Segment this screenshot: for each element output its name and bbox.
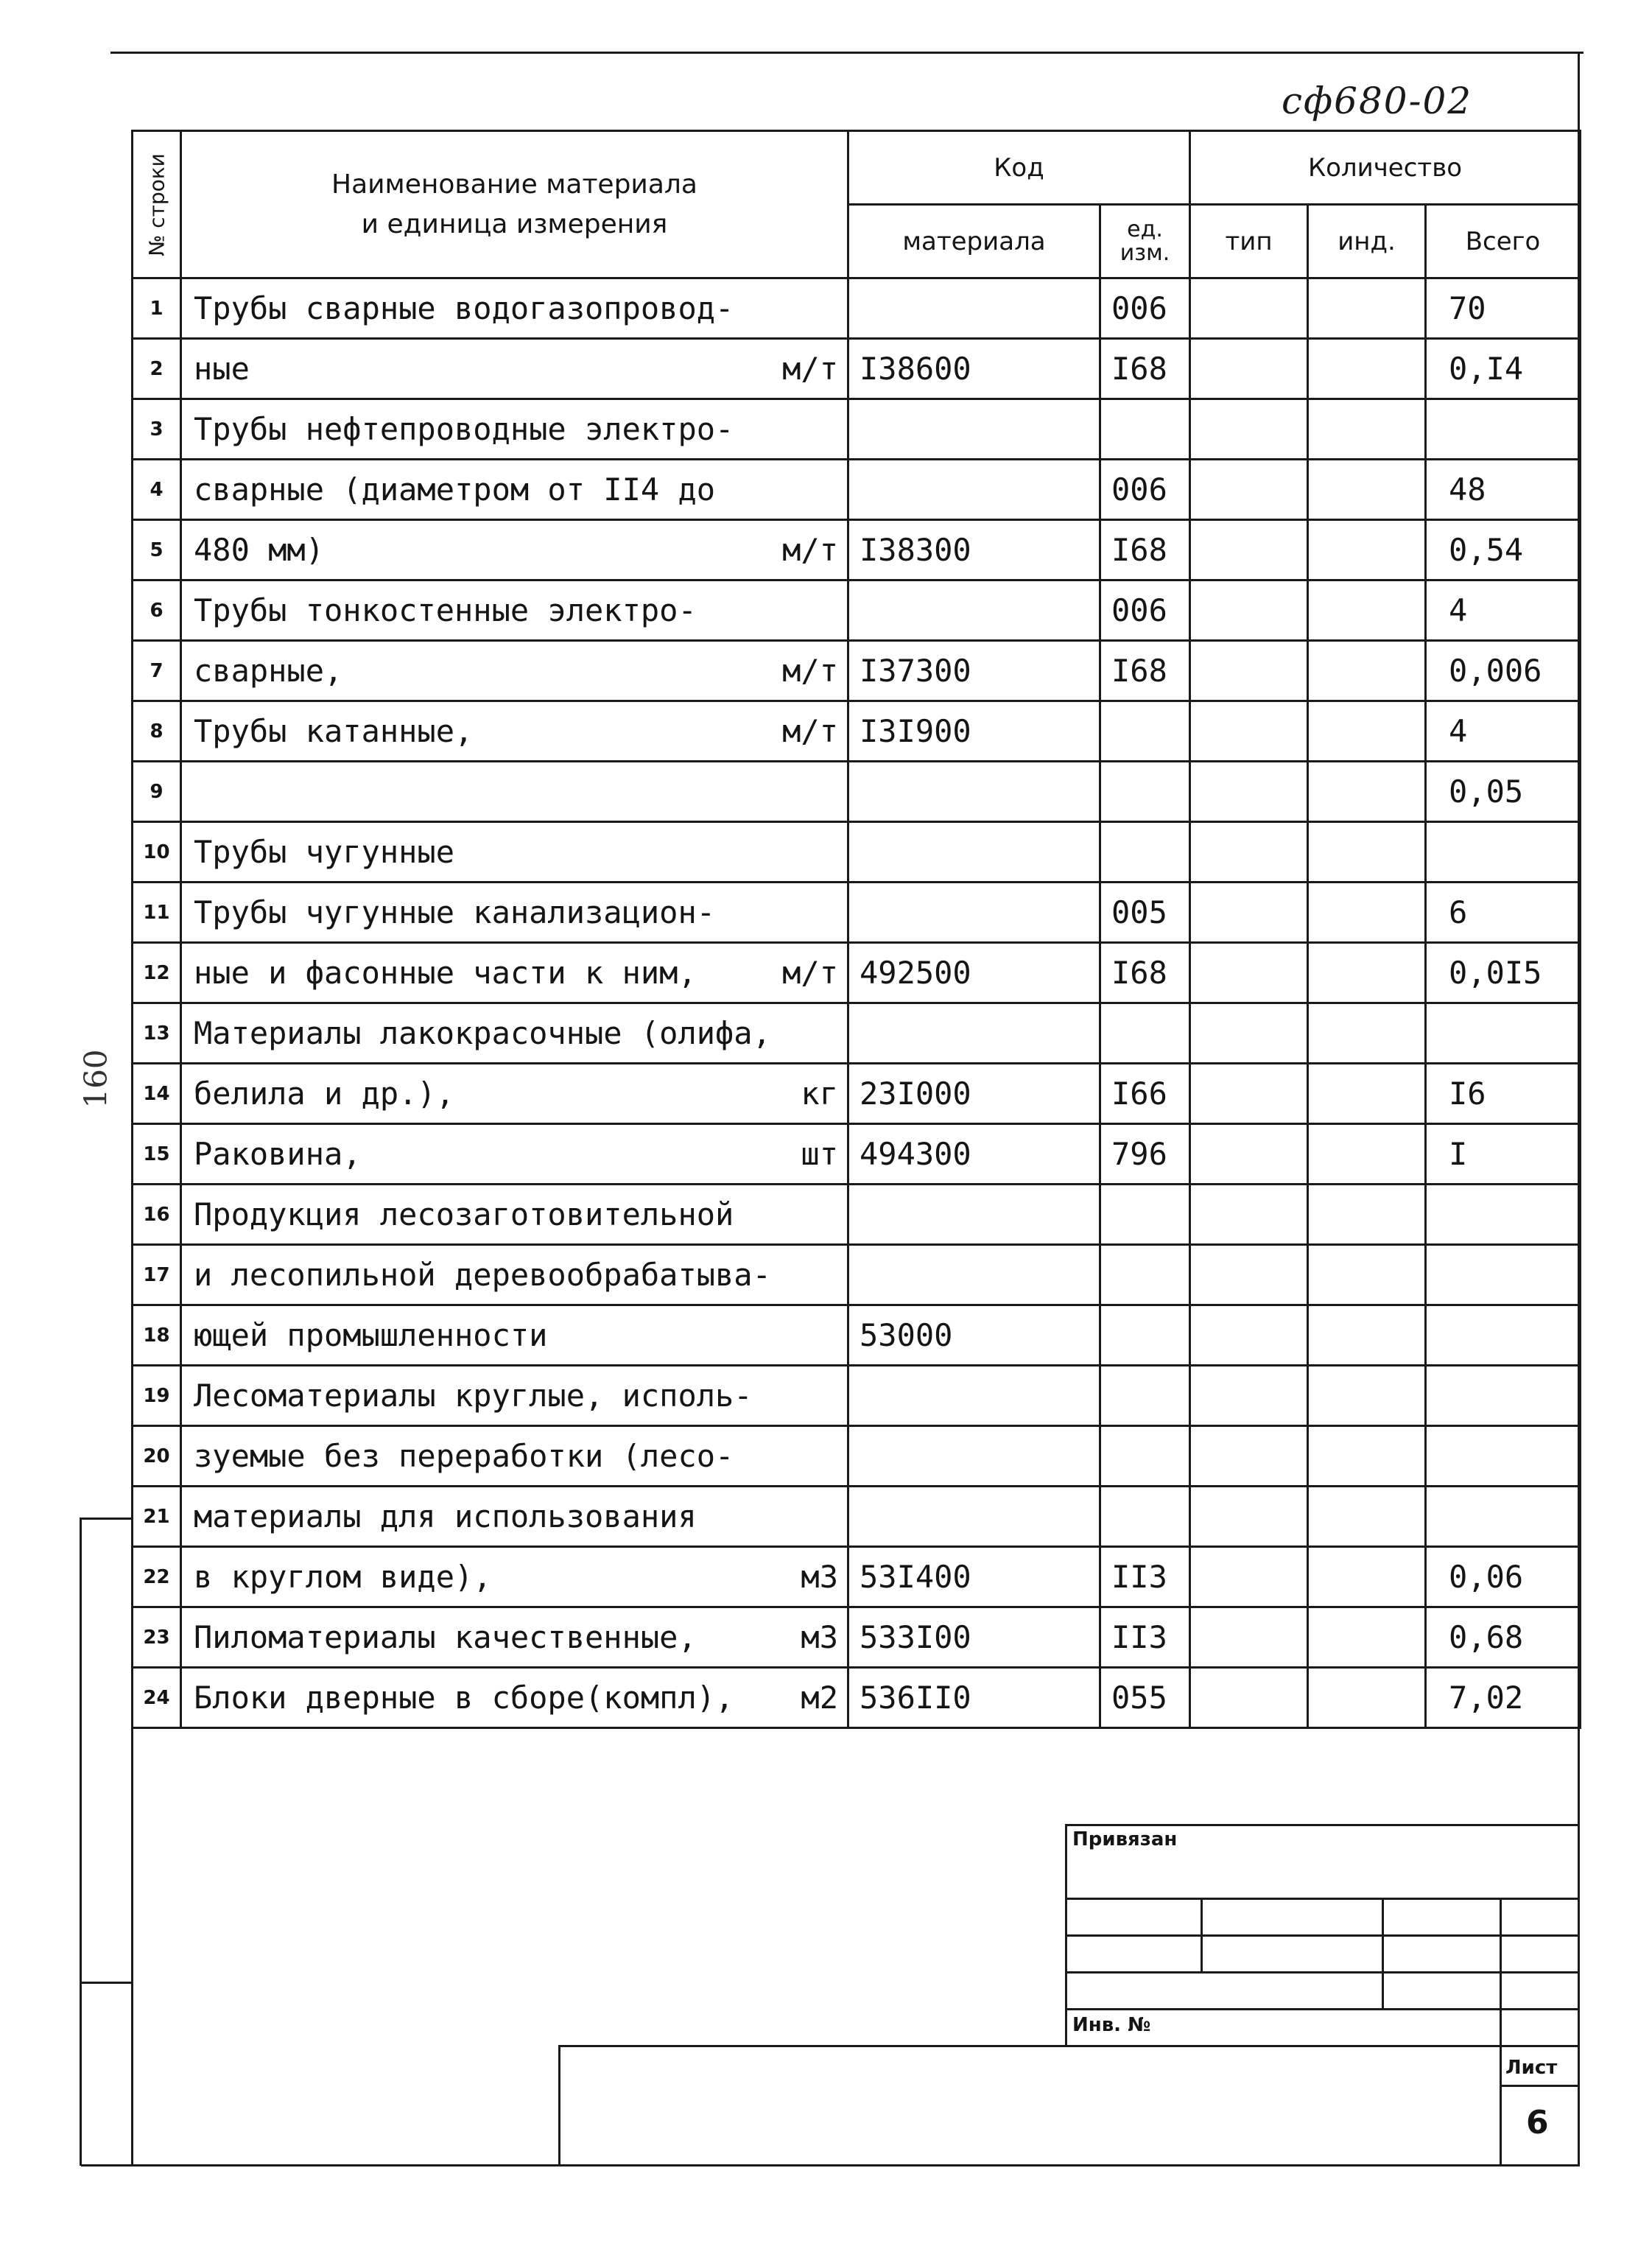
material-unit-label: м/т (782, 532, 838, 568)
material-name-cell (181, 580, 848, 641)
unit-code-cell: I68 (1100, 339, 1190, 399)
qty-type-cell (1190, 883, 1308, 943)
material-unit-label: м3 (801, 1559, 838, 1595)
row-number-cell: 2 (133, 339, 181, 399)
row-number-cell: 5 (133, 520, 181, 580)
unit-code-cell: 005 (1100, 883, 1190, 943)
row-number-cell: 9 (133, 762, 181, 822)
row-number-cell: 4 (133, 460, 181, 520)
unit-code-cell: I66 (1100, 1064, 1190, 1124)
qty-total-cell: 0,006 (1426, 641, 1581, 701)
frame-top-line (110, 52, 1584, 54)
qty-total-cell (1426, 822, 1581, 883)
code-group-header: Код (848, 131, 1190, 205)
title-block-top-line (1065, 1824, 1579, 1826)
material-code-cell (848, 762, 1100, 822)
material-name: ющей промышленности (194, 1317, 548, 1353)
unit-code-cell (1100, 762, 1190, 822)
table-row (133, 1607, 1581, 1668)
document-code: сф680-02 (1282, 80, 1473, 122)
material-code-cell: I38300 (848, 520, 1100, 580)
table-row (133, 1064, 1581, 1124)
qty-total-cell: 70 (1426, 278, 1581, 339)
material-name-cell (181, 641, 848, 701)
material-name: зуемые без переработки (лесо- (194, 1438, 734, 1474)
row-number-cell: 10 (133, 822, 181, 883)
table-row (133, 1668, 1581, 1728)
qty-ind-cell (1308, 822, 1426, 883)
qty-ind-cell (1308, 1607, 1426, 1668)
material-name: 480 мм) (194, 532, 325, 568)
table-row (133, 943, 1581, 1003)
qty-total-cell: 0,54 (1426, 520, 1581, 580)
qty-type-cell (1190, 1547, 1308, 1607)
qty-total-cell: 48 (1426, 460, 1581, 520)
qty-total-cell: I6 (1426, 1064, 1581, 1124)
material-code-cell: 53000 (848, 1305, 1100, 1366)
qty-ind-cell (1308, 1064, 1426, 1124)
margin-number: 160 (77, 1049, 114, 1109)
qty-type-cell (1190, 278, 1308, 339)
qty-type-cell (1190, 460, 1308, 520)
material-code-cell (848, 460, 1100, 520)
material-name-cell (181, 1064, 848, 1124)
row-number-cell: 14 (133, 1064, 181, 1124)
table-row (133, 520, 1581, 580)
row-number-cell: 12 (133, 943, 181, 1003)
table-body (133, 278, 1581, 1728)
frame-stub-line-1 (80, 1518, 133, 1520)
material-name-header: Наименование материала и единица измерения (181, 131, 848, 278)
table-row (133, 1487, 1581, 1547)
qty-type-cell (1190, 1668, 1308, 1728)
row-number-cell: 1 (133, 278, 181, 339)
material-name: белила и др.), (194, 1076, 455, 1112)
qty-total-cell: 4 (1426, 580, 1581, 641)
material-name: Блоки дверные в сборе(компл), (194, 1680, 734, 1716)
qty-total-cell: 6 (1426, 883, 1581, 943)
material-name-cell (181, 943, 848, 1003)
material-name: Трубы чугунные канализацион- (194, 894, 716, 930)
title-block-grid-line-1 (1065, 1898, 1579, 1900)
row-number-cell: 11 (133, 883, 181, 943)
material-name: Лесоматериалы круглые, исполь- (194, 1378, 753, 1414)
qty-type-cell (1190, 1064, 1308, 1124)
row-number-cell: 6 (133, 580, 181, 641)
qty-total-cell (1426, 399, 1581, 460)
qty-total-cell (1426, 1426, 1581, 1487)
qty-type-cell (1190, 701, 1308, 762)
table-row (133, 1366, 1581, 1426)
qty-total-cell: 4 (1426, 701, 1581, 762)
qty-ind-cell (1308, 1245, 1426, 1305)
material-unit-label: м2 (801, 1680, 838, 1716)
row-number-cell: 3 (133, 399, 181, 460)
material-name-cell (181, 1366, 848, 1426)
material-name-cell (181, 460, 848, 520)
qty-type-cell (1190, 1366, 1308, 1426)
material-name-cell (181, 822, 848, 883)
material-code-cell (848, 1245, 1100, 1305)
row-number-cell: 23 (133, 1607, 181, 1668)
unit-code-header: ед. изм. (1100, 205, 1190, 278)
qty-ind-cell (1308, 1366, 1426, 1426)
row-number-cell: 20 (133, 1426, 181, 1487)
table-row (133, 1003, 1581, 1064)
qty-total-cell: 0,0I5 (1426, 943, 1581, 1003)
material-name-cell (181, 339, 848, 399)
material-unit-label: м3 (801, 1619, 838, 1655)
material-unit-label: кг (801, 1076, 838, 1112)
qty-ind-cell (1308, 580, 1426, 641)
qty-ind-cell (1308, 1547, 1426, 1607)
table-row (133, 399, 1581, 460)
qty-type-cell (1190, 1003, 1308, 1064)
material-name-cell (181, 1487, 848, 1547)
row-number-cell: 21 (133, 1487, 181, 1547)
linked-label: Привязан (1072, 1828, 1178, 1850)
material-name-cell (181, 883, 848, 943)
frame-stub-line-2 (80, 1982, 133, 1984)
material-code-cell (848, 822, 1100, 883)
table-row (133, 1426, 1581, 1487)
material-name: Продукция лесозаготовительной (194, 1196, 734, 1232)
qty-total-cell: 0,05 (1426, 762, 1581, 822)
table-row (133, 1124, 1581, 1185)
table-row (133, 701, 1581, 762)
material-name-cell (181, 1426, 848, 1487)
table-row (133, 822, 1581, 883)
inventory-number-label: Инв. № (1072, 2014, 1151, 2036)
material-code-cell: 536II0 (848, 1668, 1100, 1728)
title-block-grid-line-3 (1065, 1971, 1579, 1973)
qty-type-cell (1190, 1487, 1308, 1547)
qty-total-cell (1426, 1487, 1581, 1547)
material-unit-label: м/т (782, 955, 838, 991)
qty-total-header: Всего (1426, 205, 1581, 278)
qty-ind-cell (1308, 1426, 1426, 1487)
qty-ind-cell (1308, 339, 1426, 399)
qty-type-cell (1190, 822, 1308, 883)
qty-ind-cell (1308, 943, 1426, 1003)
title-block-grid-line-2 (1065, 1934, 1579, 1937)
unit-code-cell: 006 (1100, 278, 1190, 339)
unit-code-cell (1100, 399, 1190, 460)
unit-code-cell (1100, 1426, 1190, 1487)
qty-type-header: тип (1190, 205, 1308, 278)
material-code-cell: 492500 (848, 943, 1100, 1003)
material-name: и лесопильной деревообрабатыва- (194, 1257, 771, 1293)
material-name: Трубы нефтепроводные электро- (194, 411, 734, 447)
material-code-cell (848, 399, 1100, 460)
qty-type-cell (1190, 1124, 1308, 1185)
material-name: Трубы тонкостенные электро- (194, 592, 697, 628)
quantity-group-header: Количество (1190, 131, 1581, 205)
material-name-cell (181, 1305, 848, 1366)
qty-type-cell (1190, 641, 1308, 701)
material-code-cell (848, 1487, 1100, 1547)
unit-code-cell (1100, 822, 1190, 883)
unit-code-cell: I68 (1100, 943, 1190, 1003)
unit-code-cell (1100, 1366, 1190, 1426)
table-row (133, 883, 1581, 943)
frame-stub-left-line (80, 1518, 82, 2166)
table-row (133, 762, 1581, 822)
unit-code-cell: II3 (1100, 1607, 1190, 1668)
qty-ind-cell (1308, 460, 1426, 520)
material-name-cell (181, 762, 848, 822)
material-name-cell (181, 1124, 848, 1185)
qty-ind-header: инд. (1308, 205, 1426, 278)
sheet-label-line (1500, 2085, 1579, 2087)
qty-type-cell (1190, 762, 1308, 822)
table-row (133, 278, 1581, 339)
unit-code-cell: I68 (1100, 641, 1190, 701)
unit-code-cell (1100, 1003, 1190, 1064)
unit-code-cell (1100, 1487, 1190, 1547)
material-name: сварные (диаметром от II4 до (194, 471, 716, 508)
material-name: сварные, (194, 653, 343, 689)
material-name-cell (181, 1607, 848, 1668)
material-unit-label: шт (801, 1136, 838, 1172)
qty-ind-cell (1308, 1185, 1426, 1245)
material-name: Трубы сварные водогазопровод- (194, 290, 734, 326)
material-name: материалы для использования (194, 1498, 697, 1534)
qty-ind-cell (1308, 883, 1426, 943)
title-block-col-line-3 (1500, 1898, 1502, 2164)
material-name: Материалы лакокрасочные (олифа, (194, 1015, 771, 1051)
qty-type-cell (1190, 1607, 1308, 1668)
material-code-cell (848, 1003, 1100, 1064)
title-block-grid-line-4 (1065, 2008, 1579, 2010)
table-row (133, 580, 1581, 641)
material-code-header: материала (848, 205, 1100, 278)
qty-type-cell (1190, 520, 1308, 580)
material-unit-label: м/т (782, 713, 838, 749)
material-code-cell: 494300 (848, 1124, 1100, 1185)
row-number-cell: 15 (133, 1124, 181, 1185)
table-row (133, 1547, 1581, 1607)
unit-code-cell: 006 (1100, 580, 1190, 641)
unit-code-cell: 055 (1100, 1668, 1190, 1728)
qty-total-cell (1426, 1003, 1581, 1064)
material-code-cell: 53I400 (848, 1547, 1100, 1607)
materials-table (131, 130, 1581, 1729)
qty-type-cell (1190, 943, 1308, 1003)
stamp-left-line (558, 2045, 560, 2166)
material-code-cell: 533I00 (848, 1607, 1100, 1668)
material-name-cell (181, 701, 848, 762)
material-code-cell (848, 1426, 1100, 1487)
material-name-cell (181, 1185, 848, 1245)
material-name-cell (181, 1003, 848, 1064)
row-number-cell: 16 (133, 1185, 181, 1245)
qty-total-cell (1426, 1245, 1581, 1305)
qty-type-cell (1190, 1426, 1308, 1487)
qty-ind-cell (1308, 1668, 1426, 1728)
material-code-cell (848, 580, 1100, 641)
qty-total-cell: 0,68 (1426, 1607, 1581, 1668)
qty-type-cell (1190, 1245, 1308, 1305)
qty-type-cell (1190, 580, 1308, 641)
material-code-cell: I38600 (848, 339, 1100, 399)
qty-type-cell (1190, 339, 1308, 399)
row-number-cell: 18 (133, 1305, 181, 1366)
material-name-cell (181, 1547, 848, 1607)
qty-total-cell (1426, 1305, 1581, 1366)
sheet-label: Лист (1505, 2057, 1558, 2079)
qty-total-cell (1426, 1366, 1581, 1426)
unit-code-cell: 006 (1100, 460, 1190, 520)
unit-code-cell: II3 (1100, 1547, 1190, 1607)
material-name: Раковина, (194, 1136, 362, 1172)
stamp-top-line (558, 2045, 1579, 2047)
qty-total-cell: 7,02 (1426, 1668, 1581, 1728)
material-name: ные и фасонные части к ним, (194, 955, 697, 991)
title-block-col-line-1 (1201, 1898, 1203, 1971)
qty-ind-cell (1308, 278, 1426, 339)
material-name-cell (181, 399, 848, 460)
unit-code-cell (1100, 1305, 1190, 1366)
qty-type-cell (1190, 1185, 1308, 1245)
row-number-header: № строки (133, 131, 181, 278)
qty-ind-cell (1308, 762, 1426, 822)
material-name-cell (181, 1668, 848, 1728)
qty-ind-cell (1308, 399, 1426, 460)
qty-type-cell (1190, 1305, 1308, 1366)
qty-type-cell (1190, 399, 1308, 460)
row-number-cell: 19 (133, 1366, 181, 1426)
sheet-number: 6 (1526, 2104, 1549, 2141)
table-row (133, 1305, 1581, 1366)
material-name: в круглом виде), (194, 1559, 492, 1595)
unit-code-cell (1100, 1245, 1190, 1305)
material-name: Трубы катанные, (194, 713, 474, 749)
qty-total-cell: 0,I4 (1426, 339, 1581, 399)
row-number-cell: 24 (133, 1668, 181, 1728)
qty-ind-cell (1308, 701, 1426, 762)
qty-ind-cell (1308, 1487, 1426, 1547)
material-code-cell (848, 1366, 1100, 1426)
row-number-cell: 13 (133, 1003, 181, 1064)
qty-total-cell: 0,06 (1426, 1547, 1581, 1607)
material-name-cell (181, 278, 848, 339)
material-name: Трубы чугунные (194, 834, 455, 870)
table-row (133, 339, 1581, 399)
table-row (133, 1185, 1581, 1245)
qty-ind-cell (1308, 641, 1426, 701)
material-code-cell (848, 278, 1100, 339)
row-number-cell: 17 (133, 1245, 181, 1305)
table-row (133, 460, 1581, 520)
material-code-cell: I37300 (848, 641, 1100, 701)
qty-ind-cell (1308, 1003, 1426, 1064)
material-name-cell (181, 1245, 848, 1305)
material-code-cell (848, 1185, 1100, 1245)
unit-code-cell: I68 (1100, 520, 1190, 580)
material-code-cell: I3I900 (848, 701, 1100, 762)
frame-bottom-line (81, 2164, 1580, 2166)
row-number-cell: 22 (133, 1547, 181, 1607)
qty-total-cell (1426, 1185, 1581, 1245)
material-unit-label: м/т (782, 351, 838, 387)
qty-total-cell: I (1426, 1124, 1581, 1185)
qty-ind-cell (1308, 1124, 1426, 1185)
row-number-cell: 7 (133, 641, 181, 701)
material-code-cell: 23I000 (848, 1064, 1100, 1124)
material-code-cell (848, 883, 1100, 943)
unit-code-cell (1100, 1185, 1190, 1245)
row-number-cell: 8 (133, 701, 181, 762)
material-unit-label: м/т (782, 653, 838, 689)
material-name-cell (181, 520, 848, 580)
qty-ind-cell (1308, 520, 1426, 580)
material-name: ные (194, 351, 250, 387)
table-row (133, 1245, 1581, 1305)
unit-code-cell: 796 (1100, 1124, 1190, 1185)
unit-code-cell (1100, 701, 1190, 762)
qty-ind-cell (1308, 1305, 1426, 1366)
material-name: Пиломатериалы качественные, (194, 1619, 697, 1655)
table-row (133, 641, 1581, 701)
title-block-col-line-2 (1382, 1898, 1384, 2008)
